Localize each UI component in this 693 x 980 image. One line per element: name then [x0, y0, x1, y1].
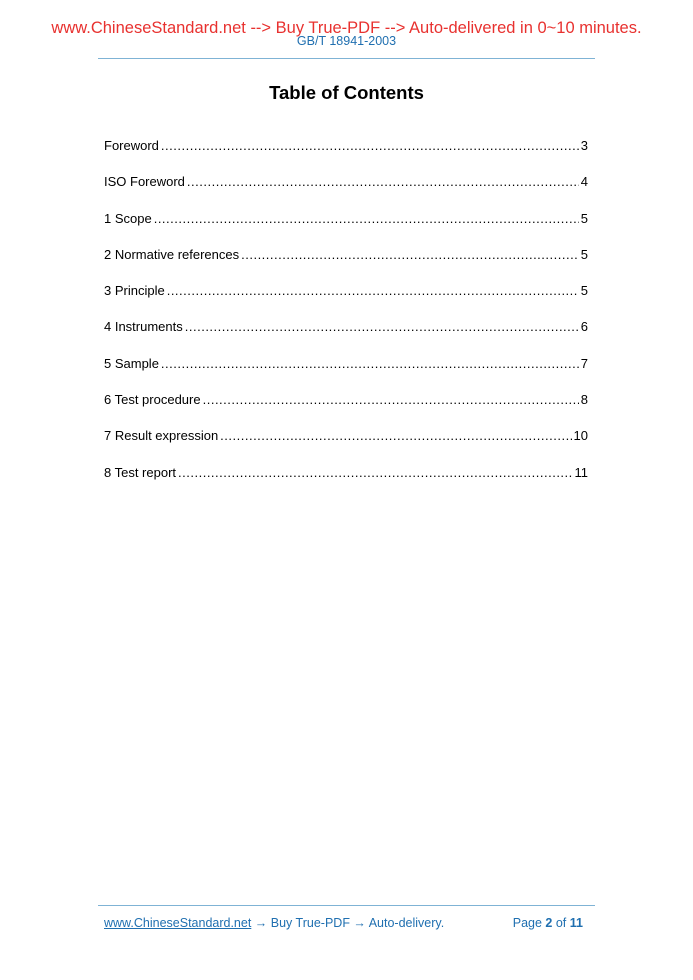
- top-banner: www.ChineseStandard.net --> Buy True-PDF --> Auto-delivered in 0~10 minutes.: [51, 19, 642, 37]
- toc-entry-label: 6 Test procedure: [104, 392, 201, 408]
- toc-entry-principle[interactable]: [104, 282, 588, 318]
- toc-dot-leader: [154, 210, 579, 228]
- toc-entry-label: 7 Result expression: [104, 428, 219, 444]
- toc-entry-label: 8 Test report: [104, 464, 177, 480]
- current-page-number: 2: [545, 916, 553, 930]
- page-word: Page: [512, 916, 542, 930]
- toc-entry-page: 11: [574, 464, 588, 480]
- toc-entry-page: 4: [580, 174, 588, 190]
- total-page-count: 11: [569, 916, 583, 930]
- toc-title: Table of Contents: [269, 82, 424, 103]
- toc-dot-leader: [161, 355, 579, 373]
- toc-entry-label: 5 Sample: [104, 355, 159, 371]
- toc-entry-label: 1 Scope: [104, 210, 152, 226]
- table-of-contents: [104, 137, 588, 500]
- toc-entry-result-expression[interactable]: [104, 427, 588, 463]
- footer-tagline: → Buy True-PDF → Auto-delivery.: [254, 916, 445, 930]
- toc-dot-leader: [167, 282, 579, 300]
- toc-dot-leader: [161, 137, 579, 155]
- page-indicator: [513, 915, 583, 931]
- toc-dot-leader: [187, 173, 579, 191]
- toc-entry-scope[interactable]: [104, 210, 588, 246]
- toc-entry-test-procedure[interactable]: [104, 391, 588, 427]
- page-of-word: of: [555, 916, 567, 930]
- toc-entry-label: Foreword: [104, 138, 159, 153]
- website-link[interactable]: www.ChineseStandard.net: [104, 916, 252, 930]
- footer-left: [104, 915, 444, 931]
- toc-entry-label: ISO Foreword: [104, 174, 185, 190]
- toc-entry-foreword[interactable]: [104, 137, 588, 173]
- toc-entry-page: 7: [580, 355, 588, 371]
- header-divider: [98, 58, 595, 59]
- document-code: GB/T 18941-2003: [296, 34, 397, 48]
- footer-divider: [98, 905, 595, 906]
- toc-entry-sample[interactable]: [104, 355, 588, 391]
- toc-dot-leader: [241, 246, 579, 264]
- toc-entry-page: 6: [580, 319, 588, 335]
- toc-entry-label: 2 Normative references: [104, 246, 240, 262]
- toc-entry-instruments[interactable]: [104, 318, 588, 354]
- toc-entry-label: 3 Principle: [104, 283, 165, 299]
- toc-entry-page: 3: [580, 138, 588, 153]
- toc-entry-page: 10: [573, 428, 588, 444]
- toc-entry-page: 8: [580, 392, 588, 408]
- toc-entry-test-report[interactable]: [104, 464, 588, 500]
- toc-dot-leader: [185, 318, 579, 336]
- toc-entry-page: 5: [580, 283, 588, 299]
- toc-dot-leader: [178, 464, 572, 482]
- toc-entry-page: 5: [580, 210, 588, 226]
- toc-entry-normative-references[interactable]: [104, 246, 588, 282]
- toc-dot-leader: [220, 427, 571, 445]
- toc-dot-leader: [203, 391, 579, 409]
- toc-entry-iso-foreword[interactable]: [104, 173, 588, 209]
- toc-entry-page: 5: [580, 246, 588, 262]
- page-footer: [104, 915, 583, 931]
- toc-entry-label: 4 Instruments: [104, 319, 183, 335]
